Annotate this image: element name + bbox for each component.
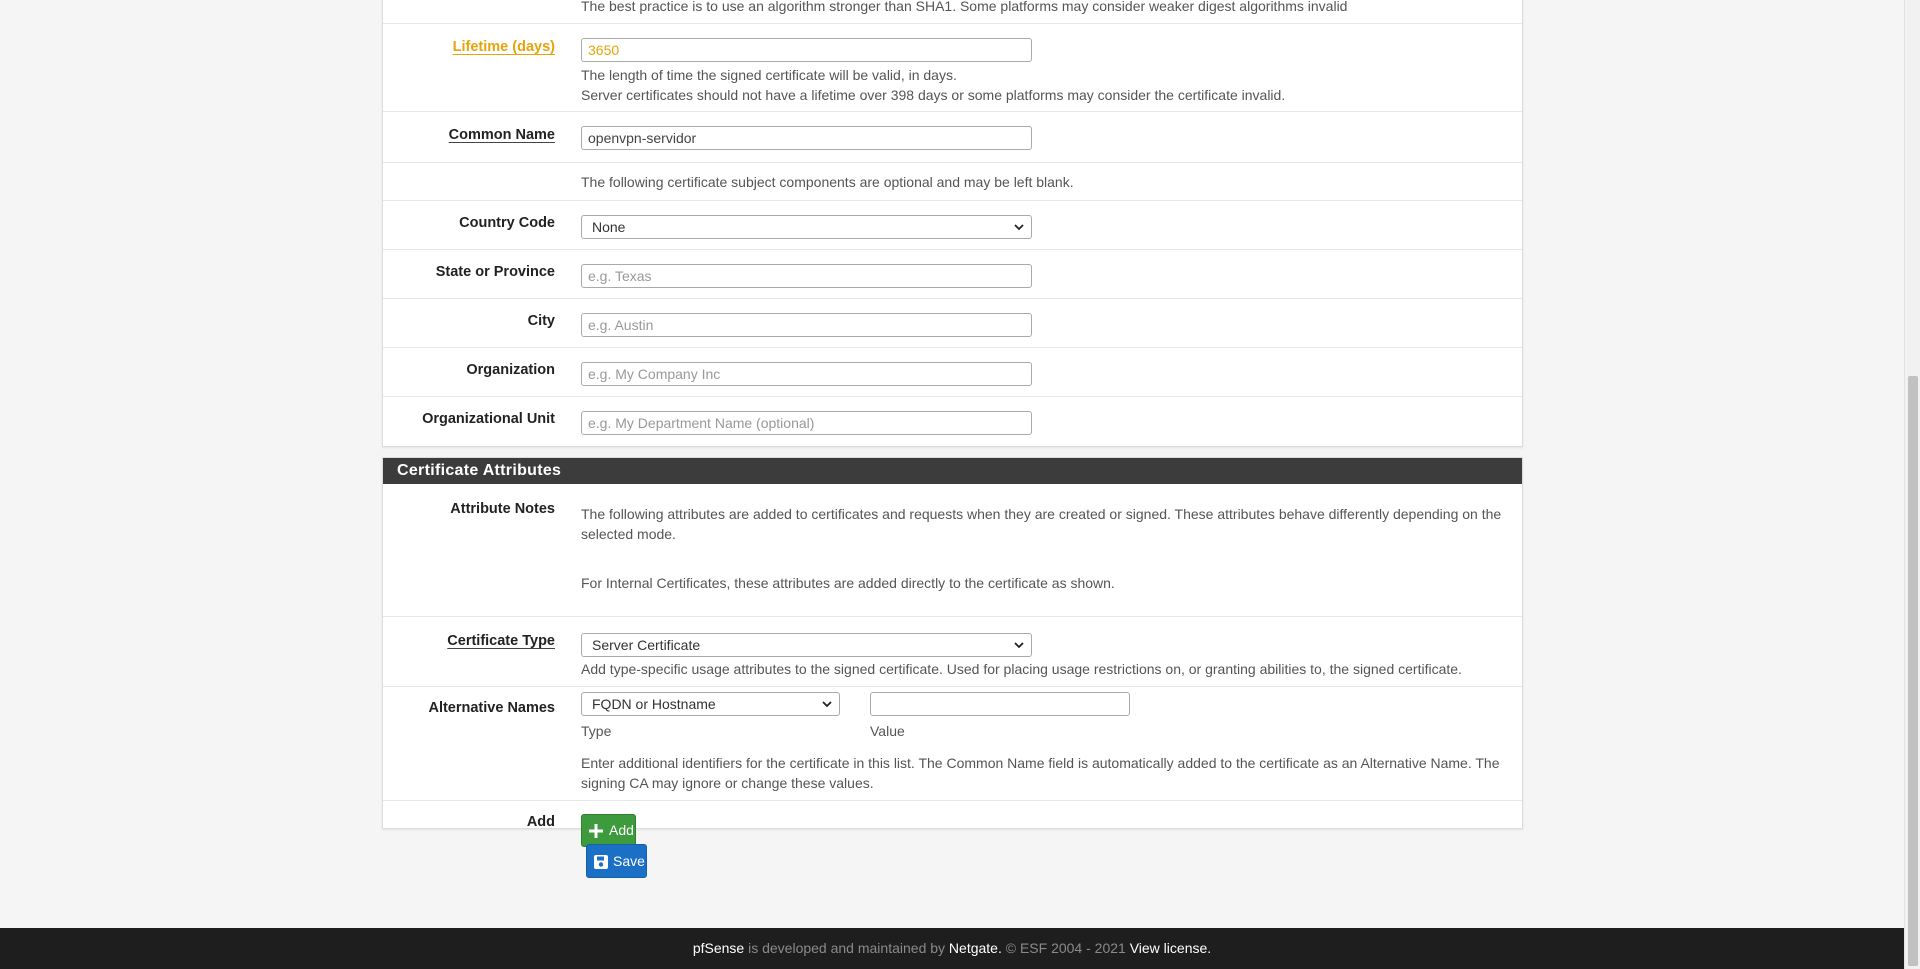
alt-name-type-caption: Type — [581, 723, 612, 739]
country-row — [383, 200, 1522, 250]
plus-icon — [588, 823, 604, 839]
alternative-names-help: Enter additional identifiers for the certificate in this list. The Common Name field is automatically added to the certificate as an Alternative Name. The signing CA may ignore or change these values. — [581, 755, 1500, 791]
lifetime-input[interactable]: 3650 — [581, 38, 1032, 62]
country-label: Country Code — [459, 215, 555, 231]
footer-brand: pfSense — [692, 940, 745, 956]
chevron-down-icon — [821, 698, 833, 710]
footer-text-2: © ESF 2004 - 2021 — [1001, 940, 1130, 956]
certificate-type-value: Server Certificate — [592, 637, 701, 653]
page-footer — [0, 928, 1904, 969]
attribute-notes-row — [383, 484, 1522, 617]
country-select-value: None — [592, 219, 626, 235]
vertical-scrollbar[interactable] — [1904, 0, 1920, 969]
org-unit-label: Organizational Unit — [422, 411, 555, 427]
save-button-label: Save — [613, 853, 645, 869]
lifetime-help-1: The length of time the signed certificate will be valid, in days. — [581, 67, 957, 83]
footer-company-link[interactable]: Netgate. — [948, 940, 1002, 956]
digest-help-text: The best practice is to use an algorithm stronger than SHA1. Some platforms may consider weaker digest algorithms invalid — [581, 0, 1348, 14]
org-unit-input[interactable]: e.g. My Department Name (optional) — [581, 411, 1032, 435]
org-unit-row — [383, 396, 1522, 445]
certificate-attributes-panel — [382, 457, 1523, 838]
alternative-names-label: Alternative Names — [428, 700, 555, 716]
chevron-down-icon — [1013, 221, 1025, 233]
add-row — [383, 800, 1522, 838]
alt-name-value-input[interactable] — [870, 692, 1130, 716]
certificate-type-label: Certificate Type — [447, 633, 555, 649]
organization-input[interactable]: e.g. My Company Inc — [581, 362, 1032, 386]
certificate-type-row — [383, 616, 1522, 687]
lifetime-help-2: Server certificates should not have a lifetime over 398 days or some platforms may consider the certificate invalid. — [581, 87, 1286, 103]
add-label: Add — [526, 814, 555, 830]
common-name-row — [383, 111, 1522, 163]
state-label: State or Province — [435, 264, 555, 280]
organization-label: Organization — [466, 362, 555, 378]
alt-name-type-select[interactable] — [581, 692, 840, 716]
footer-text-1: is developed and maintained by — [744, 940, 949, 956]
country-select[interactable] — [581, 215, 1032, 239]
certificate-type-help: Add type-specific usage attributes to the signed certificate. Used for placing usage restrictions on, or granting abilities to, the signed certificate. — [581, 661, 1462, 677]
digest-help-row — [383, 0, 1522, 24]
add-button[interactable] — [581, 814, 636, 847]
optional-note-row — [383, 162, 1522, 201]
city-row — [383, 298, 1522, 348]
state-row — [383, 249, 1522, 299]
add-button-label: Add — [609, 822, 634, 838]
view-license-link[interactable]: View license. — [1129, 940, 1212, 956]
city-label: City — [527, 313, 555, 329]
lifetime-row — [383, 23, 1522, 112]
floppy-disk-icon — [593, 854, 609, 870]
common-name-input[interactable]: openvpn-servidor — [581, 126, 1032, 150]
organization-row — [383, 347, 1522, 397]
common-name-label: Common Name — [448, 127, 555, 143]
alt-name-type-value: FQDN or Hostname — [592, 696, 716, 712]
state-input[interactable]: e.g. Texas — [581, 264, 1032, 288]
alternative-names-row — [383, 686, 1522, 801]
chevron-down-icon — [1013, 639, 1025, 651]
certificate-subject-panel — [382, 0, 1523, 447]
section-header: Certificate Attributes — [383, 458, 1522, 484]
lifetime-label: Lifetime (days) — [452, 39, 555, 55]
certificate-type-select[interactable] — [581, 633, 1032, 657]
attribute-notes-text-1: The following attributes are added to certificates and requests when they are created or signed. These attributes behave differently depending on the selected mode. — [581, 506, 1502, 542]
attribute-notes-label: Attribute Notes — [450, 501, 555, 517]
optional-note-text: The following certificate subject components are optional and may be left blank. — [581, 174, 1074, 190]
save-button[interactable] — [586, 844, 647, 878]
city-input[interactable]: e.g. Austin — [581, 313, 1032, 337]
alt-name-value-caption: Value — [870, 723, 905, 739]
scrollbar-thumb[interactable] — [1908, 376, 1918, 966]
attribute-notes-text-2: For Internal Certificates, these attributes are added directly to the certificate as shown. — [581, 575, 1115, 591]
